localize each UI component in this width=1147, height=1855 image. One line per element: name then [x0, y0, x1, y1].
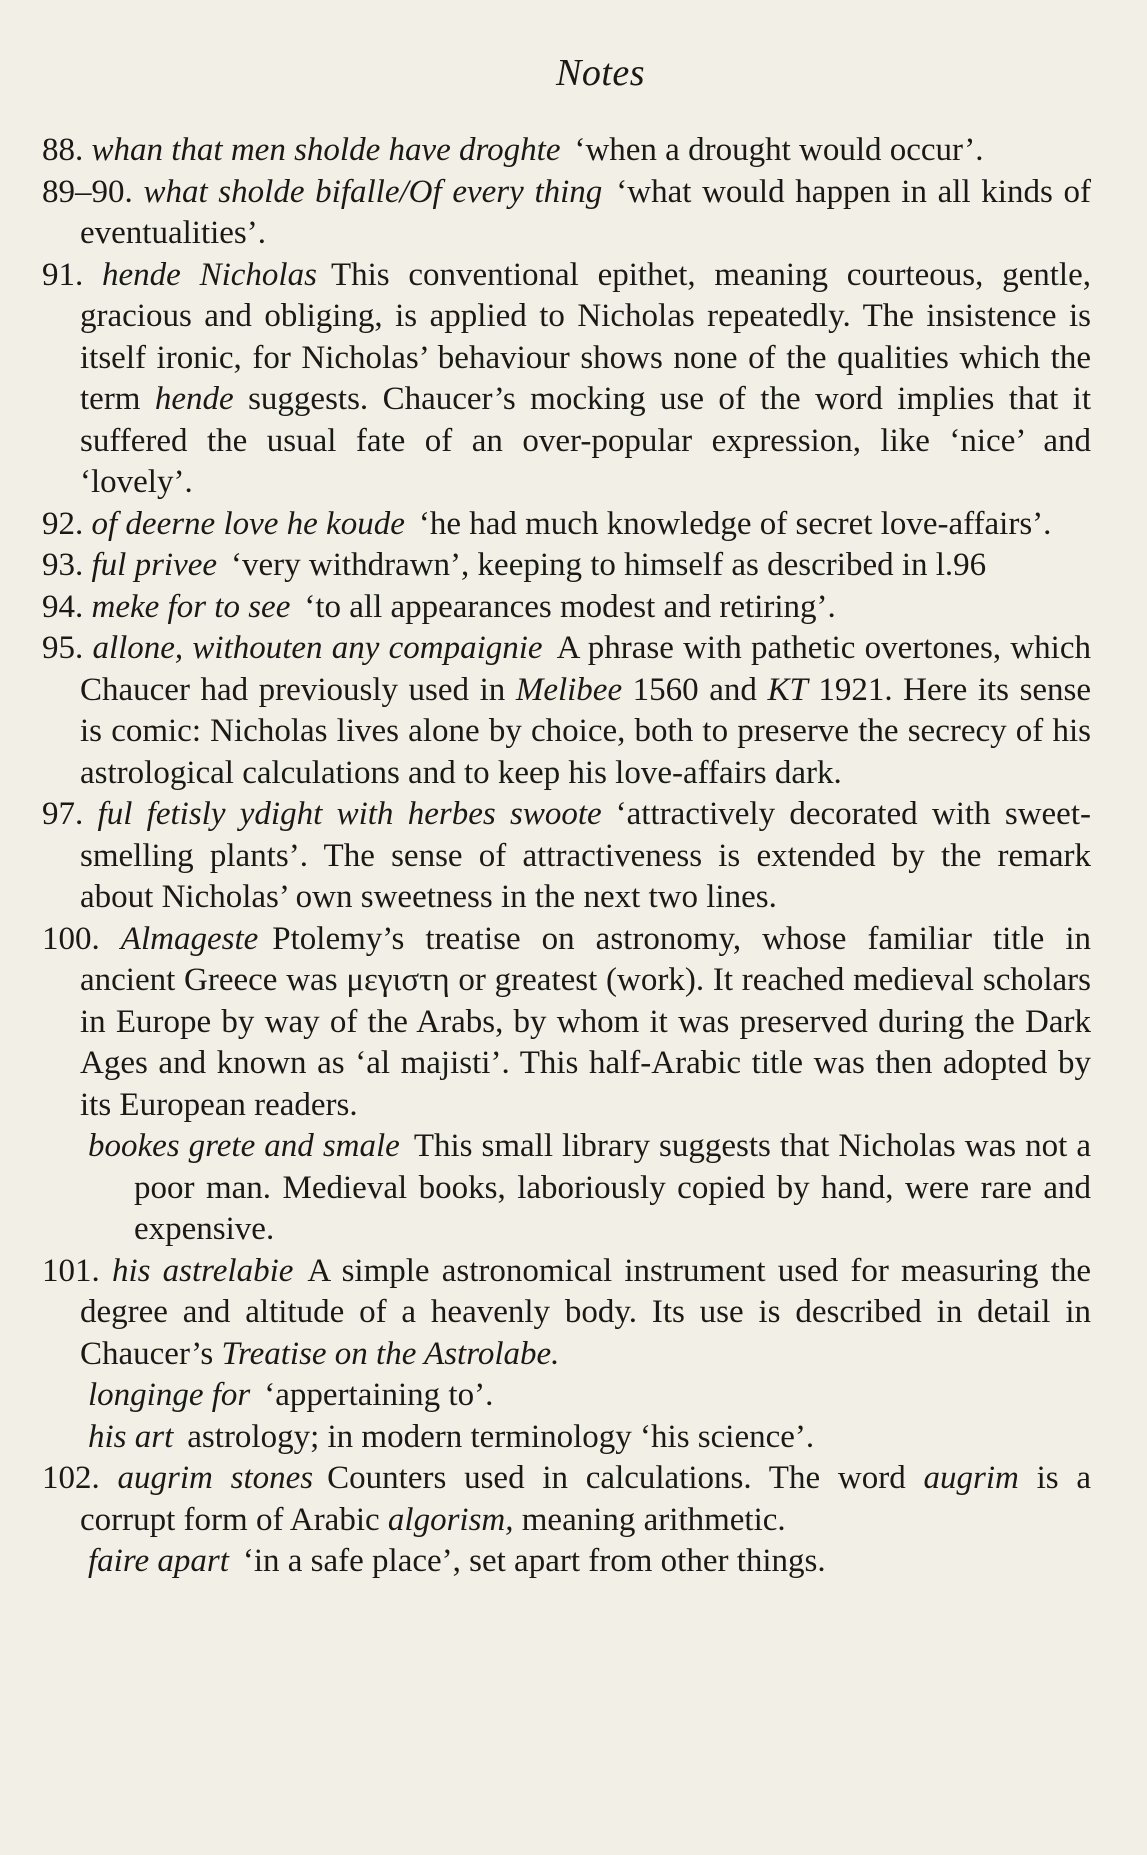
note-italic-term: algorism, [387, 1501, 514, 1538]
note-number: 94. [42, 588, 84, 625]
note-text: A simple astronomical instrument used for measuring the degree and altitude of a heavenly body. Its use is described in detail in Chaucer’s [80, 1252, 1091, 1372]
note-text: This conventional epithet, meaning courteous, gentle, gracious and obliging, is applied to Nicholas repeatedly. The insistence is itself ironic, for Nicholas’ behaviour shows none of the qualities which the term [80, 256, 1091, 417]
note-text-cont: is a corrupt form of Arabic [80, 1460, 1092, 1538]
note-number: 88. [42, 132, 84, 168]
note-number: 92. [42, 505, 84, 542]
note-lemma: faire apart [88, 1543, 229, 1579]
note-text: ‘in a safe place’, set apart from other things. [242, 1543, 826, 1579]
note-lemma: meke for to see [91, 588, 291, 625]
note-lemma: his astrelabie [111, 1252, 294, 1289]
note-text: This small library suggests that Nicholas was not a poor man. Medieval books, laboriously copied by hand, were rare and expensive. [134, 1128, 1091, 1247]
note-lemma: his art [88, 1418, 174, 1455]
note-lemma: ful privee [91, 547, 218, 583]
note-number: 101. [42, 1252, 100, 1289]
note-lemma: allone, withouten any compaignie [92, 630, 543, 666]
note-88 [42, 130, 1091, 172]
note-number: 97. [42, 796, 84, 832]
note-text: ‘appertaining to’. [264, 1377, 494, 1413]
note-lemma: Almageste [120, 920, 259, 957]
note-text: Ptolemy’s treatise on astronomy, whose familiar title in ancient Greece was μεγιστη or greatest (work). It reached medieval scholars in Europe by way of the Arabs, by whom it was preserved during the Dark Ages and known as ‘al majisti’. This half-Arabic title was then adopted by its European readers. [80, 920, 1091, 1123]
note-italic-abbrev: KT [767, 671, 808, 708]
note-text: Counters used in calculations. The word [327, 1460, 906, 1496]
note-lemma: what sholde bifalle/Of every thing [143, 173, 603, 210]
note-italic-title: Melibee [515, 671, 623, 708]
note-text-cont: meaning arithmetic. [521, 1501, 786, 1538]
note-text: ‘to all appearances modest and retiring’. [304, 588, 836, 625]
note-lemma: ful fetisly ydight with herbes swoote [97, 796, 602, 832]
note-lemma: augrim stones [117, 1460, 314, 1496]
note-lemma: hende Nicholas [102, 256, 317, 293]
note-italic-term: hende [154, 381, 234, 417]
note-100-sub [42, 1126, 1091, 1251]
note-number: 102. [42, 1460, 100, 1496]
note-91 [42, 255, 1091, 504]
note-number: 89–90. [42, 173, 133, 210]
note-lemma: longinge for [88, 1377, 251, 1413]
note-text: A phrase with pathetic overtones, which Chaucer had previously used in [80, 630, 1091, 708]
note-number: 95. [42, 630, 84, 666]
note-text: ‘when a drought would occur’. [574, 132, 984, 168]
note-94 [42, 587, 1091, 629]
note-text-cont: 1560 and [632, 671, 757, 708]
note-102 [42, 1458, 1091, 1541]
note-101-sub [42, 1375, 1091, 1417]
note-text: ‘attractively decorated with sweet-smelling plants’. The sense of attractiveness is extended by the remark about Nicholas’ own sweetness in the next two lines. [80, 796, 1091, 915]
note-text: ‘what would happen in all kinds of eventualities’. [80, 173, 1091, 251]
note-93 [42, 545, 1091, 587]
note-number: 91. [42, 256, 84, 293]
note-italic-title: Treatise on the Astrolabe. [221, 1335, 560, 1372]
note-101-sub [42, 1417, 1091, 1459]
note-89-90 [42, 172, 1091, 255]
note-100 [42, 919, 1091, 1127]
note-92 [42, 504, 1091, 546]
note-text: ‘very withdrawn’, keeping to himself as described in l.96 [231, 547, 987, 583]
note-101 [42, 1251, 1091, 1376]
note-lemma: of deerne love he koude [91, 505, 405, 542]
note-lemma: bookes grete and smale [88, 1128, 400, 1164]
running-head: Notes [555, 52, 646, 94]
note-lemma: whan that men sholde have droghte [91, 132, 561, 168]
note-italic-term: augrim [923, 1460, 1019, 1496]
note-102-sub [42, 1541, 1091, 1583]
note-number: 93. [42, 547, 84, 583]
note-text-cont: suggests. Chaucer’s mocking use of the word implies that it suffered the usual fate of an over-popular expression, like ‘nice’ and ‘lovely’. [80, 381, 1092, 500]
note-97 [42, 794, 1091, 919]
note-text: ‘he had much knowledge of secret love-affairs’. [418, 505, 1052, 542]
note-95 [42, 628, 1091, 794]
note-text: astrology; in modern terminology ‘his science’. [187, 1418, 815, 1455]
note-number: 100. [42, 920, 100, 957]
note-text-cont: 1921. Here its sense is comic: Nicholas lives alone by choice, both to preserve the secrecy of his astrological calculations and to keep his love-affairs dark. [80, 671, 1092, 791]
